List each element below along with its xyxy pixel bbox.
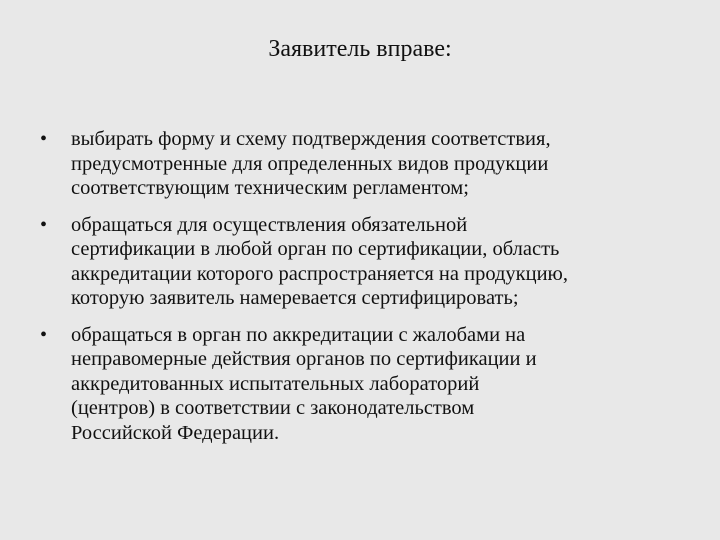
bullet-point-icon: • (40, 323, 48, 346)
bullet-list (40, 127, 700, 457)
bullet-point-icon: • (40, 213, 48, 236)
bullet-text: выбирать форму и схему подтверждения соответствия, предусмотренные для определенных видов продукции соответствующим техническим регламентом; (71, 128, 551, 199)
bullet-item (40, 323, 700, 446)
bullet-item (40, 127, 700, 201)
bullet-text: обращаться для осуществления обязательной сертификации в любой орган по сертификации, область аккредитации которого распространяется на продукцию, которую заявитель намеревается сертифицировать; (71, 213, 568, 309)
slide-title: Заявитель вправе: (268, 36, 452, 62)
bullet-point-icon: • (40, 128, 48, 150)
bullet-text: обращаться в орган по аккредитации с жалобами на неправомерные действия органов по сертификации и аккредитованных испытательных лабораторий (центров) в соответствии с законодательством Российской Федерации. (71, 323, 537, 444)
bullet-item (40, 213, 700, 311)
